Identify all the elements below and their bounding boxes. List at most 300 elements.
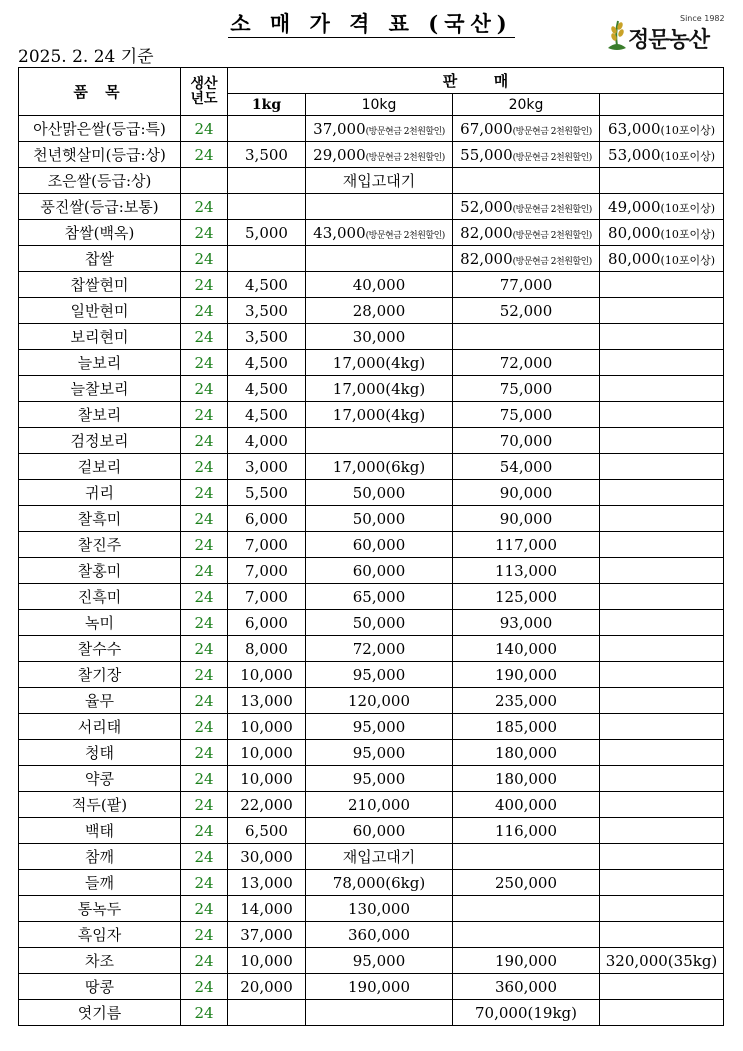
item-name — [19, 558, 181, 584]
production-year — [181, 870, 228, 896]
item-name — [19, 974, 181, 1000]
header-sales: 판 매 — [228, 68, 724, 94]
price-20kg-value: 185,000 — [494, 717, 558, 736]
production-year — [181, 818, 228, 844]
production-year-value: 24 — [194, 951, 214, 970]
price-20kg-value: 52,000 — [499, 301, 553, 320]
item-name-value: 찹쌀현미 — [70, 276, 129, 294]
price-bulk — [600, 870, 724, 896]
price-1kg-value: 6,000 — [245, 613, 288, 632]
item-name — [19, 272, 181, 298]
item-name — [19, 454, 181, 480]
item-name — [19, 870, 181, 896]
item-name — [19, 714, 181, 740]
price-20kg — [453, 766, 600, 792]
price-1kg-value: 37,000 — [240, 925, 293, 944]
price-20kg-value: 140,000 — [494, 639, 558, 658]
price-1kg-value: 5,000 — [245, 223, 288, 242]
price-1kg — [228, 220, 306, 246]
item-name-value: 조은쌀(등급:상) — [47, 172, 152, 190]
table-row — [19, 610, 724, 636]
production-year — [181, 168, 228, 194]
price-20kg — [453, 610, 600, 636]
price-bulk — [600, 220, 724, 246]
price-1kg — [228, 792, 306, 818]
item-name — [19, 688, 181, 714]
price-20kg-value: 250,000 — [494, 873, 558, 892]
production-year — [181, 636, 228, 662]
price-20kg-value: 77,000 — [499, 275, 553, 294]
price-bulk-value: 49,000 — [608, 197, 661, 216]
production-year — [181, 532, 228, 558]
item-name-value: 늘찰보리 — [70, 380, 129, 398]
item-name — [19, 766, 181, 792]
price-20kg-value: 116,000 — [494, 821, 558, 840]
price-1kg — [228, 480, 306, 506]
production-year-value: 24 — [194, 977, 214, 996]
production-year-value: 24 — [194, 405, 214, 424]
production-year-value: 24 — [194, 873, 214, 892]
price-10kg-value: 95,000 — [352, 665, 406, 684]
price-20kg-note: (방문현금 2천원할인) — [512, 256, 592, 267]
price-bulk — [600, 662, 724, 688]
price-10kg-value: 95,000 — [352, 951, 406, 970]
item-name — [19, 246, 181, 272]
price-20kg-value: 75,000 — [499, 379, 553, 398]
price-bulk — [600, 636, 724, 662]
price-10kg-value: 29,000 — [313, 145, 366, 164]
logo-since: Since 1982 — [680, 14, 725, 23]
item-name-value: 통녹두 — [77, 900, 122, 918]
item-name — [19, 792, 181, 818]
table-row — [19, 948, 724, 974]
price-20kg-value: 70,000(19kg) — [475, 1003, 577, 1022]
price-1kg-value: 7,000 — [245, 587, 288, 606]
price-20kg-value: 82,000 — [460, 249, 513, 268]
price-bulk — [600, 948, 724, 974]
price-1kg — [228, 714, 306, 740]
price-bulk-note: (10포이상) — [660, 253, 715, 267]
table-row — [19, 402, 724, 428]
price-20kg — [453, 896, 600, 922]
price-10kg-value: 78,000(6kg) — [332, 873, 426, 892]
item-name — [19, 1000, 181, 1026]
price-20kg — [453, 298, 600, 324]
production-year — [181, 558, 228, 584]
price-10kg — [306, 558, 453, 584]
production-year-value: 24 — [194, 821, 214, 840]
table-row — [19, 298, 724, 324]
price-10kg — [306, 662, 453, 688]
production-year-value: 24 — [194, 899, 214, 918]
table-row — [19, 246, 724, 272]
price-20kg-value: 54,000 — [499, 457, 553, 476]
production-year-value: 24 — [194, 847, 214, 866]
price-20kg — [453, 480, 600, 506]
price-20kg — [453, 922, 600, 948]
price-10kg-note: (방문현금 2천원할인) — [365, 230, 445, 241]
table-row — [19, 844, 724, 870]
item-name — [19, 662, 181, 688]
table-row — [19, 324, 724, 350]
price-bulk — [600, 298, 724, 324]
item-name-value: 흑임자 — [77, 926, 122, 944]
table-row — [19, 558, 724, 584]
price-20kg-value: 190,000 — [494, 665, 558, 684]
table-row — [19, 688, 724, 714]
price-20kg-value: 125,000 — [494, 587, 558, 606]
table-row — [19, 376, 724, 402]
item-name-value: 차조 — [85, 952, 114, 970]
price-20kg — [453, 1000, 600, 1026]
price-bulk — [600, 428, 724, 454]
header-year: 생산 년도 — [181, 68, 228, 116]
production-year — [181, 584, 228, 610]
table-row — [19, 350, 724, 376]
table-row — [19, 662, 724, 688]
price-20kg — [453, 506, 600, 532]
price-10kg-note: (방문현금 2천원할인) — [365, 152, 445, 163]
price-bulk — [600, 376, 724, 402]
item-name — [19, 896, 181, 922]
price-20kg-value: 180,000 — [494, 769, 558, 788]
price-20kg — [453, 350, 600, 376]
production-year — [181, 922, 228, 948]
price-1kg-value: 5,500 — [245, 483, 288, 502]
price-20kg — [453, 194, 600, 220]
production-year — [181, 1000, 228, 1026]
table-row — [19, 636, 724, 662]
price-10kg-value: 130,000 — [347, 899, 411, 918]
production-year — [181, 480, 228, 506]
table-row — [19, 168, 724, 194]
table-row — [19, 454, 724, 480]
production-year-value: 24 — [194, 769, 214, 788]
production-year — [181, 272, 228, 298]
price-1kg — [228, 818, 306, 844]
production-year — [181, 662, 228, 688]
price-20kg — [453, 168, 600, 194]
table-row — [19, 818, 724, 844]
price-1kg-value: 10,000 — [240, 769, 293, 788]
price-bulk — [600, 324, 724, 350]
price-1kg — [228, 610, 306, 636]
table-row — [19, 584, 724, 610]
price-10kg-value: 72,000 — [352, 639, 406, 658]
price-20kg — [453, 532, 600, 558]
header-extra — [600, 94, 724, 116]
item-name — [19, 350, 181, 376]
price-1kg-value: 10,000 — [240, 743, 293, 762]
production-year — [181, 974, 228, 1000]
price-1kg — [228, 324, 306, 350]
item-name — [19, 740, 181, 766]
price-10kg — [306, 402, 453, 428]
price-1kg-value: 7,000 — [245, 535, 288, 554]
price-bulk — [600, 792, 724, 818]
price-20kg-value: 90,000 — [499, 483, 553, 502]
item-name — [19, 402, 181, 428]
production-year — [181, 402, 228, 428]
item-name — [19, 142, 181, 168]
price-1kg — [228, 740, 306, 766]
price-10kg — [306, 376, 453, 402]
price-20kg-value: 190,000 — [494, 951, 558, 970]
price-10kg — [306, 870, 453, 896]
price-20kg-value: 75,000 — [499, 405, 553, 424]
production-year-value: 24 — [194, 249, 214, 268]
item-name-value: 아산맑은쌀(등급:특) — [33, 120, 166, 138]
item-name — [19, 636, 181, 662]
item-name — [19, 584, 181, 610]
price-20kg — [453, 220, 600, 246]
price-1kg — [228, 948, 306, 974]
price-1kg-value: 10,000 — [240, 951, 293, 970]
price-1kg-value: 7,000 — [245, 561, 288, 580]
price-20kg — [453, 948, 600, 974]
price-10kg-value: 17,000(4kg) — [332, 353, 426, 372]
table-row — [19, 220, 724, 246]
price-bulk — [600, 246, 724, 272]
production-year-value: 24 — [194, 301, 214, 320]
price-20kg — [453, 740, 600, 766]
price-1kg — [228, 246, 306, 272]
price-10kg — [306, 246, 453, 272]
price-10kg — [306, 142, 453, 168]
production-year — [181, 714, 228, 740]
price-10kg — [306, 116, 453, 142]
price-10kg-value: 43,000 — [313, 223, 366, 242]
price-bulk-note: (10포이상) — [660, 123, 715, 137]
production-year — [181, 194, 228, 220]
price-1kg — [228, 350, 306, 376]
production-year-value: 24 — [194, 379, 214, 398]
price-10kg — [306, 506, 453, 532]
price-10kg-value: 120,000 — [347, 691, 411, 710]
price-bulk-value: 63,000 — [608, 119, 661, 138]
price-1kg-value: 20,000 — [240, 977, 293, 996]
production-year — [181, 688, 228, 714]
production-year-value: 24 — [194, 587, 214, 606]
price-1kg — [228, 688, 306, 714]
price-20kg — [453, 454, 600, 480]
price-10kg — [306, 194, 453, 220]
price-10kg-value: 17,000(6kg) — [332, 457, 426, 476]
item-name — [19, 844, 181, 870]
price-20kg — [453, 792, 600, 818]
price-bulk — [600, 610, 724, 636]
item-name-value: 율무 — [85, 692, 114, 710]
price-1kg — [228, 766, 306, 792]
table-row — [19, 532, 724, 558]
production-year-value: 24 — [194, 145, 214, 164]
item-name-value: 찰진주 — [77, 536, 122, 554]
item-name — [19, 116, 181, 142]
item-name-value: 보리현미 — [70, 328, 129, 346]
rice-plant-icon — [604, 18, 630, 52]
price-bulk — [600, 168, 724, 194]
price-20kg — [453, 636, 600, 662]
price-1kg — [228, 662, 306, 688]
price-10kg-value: 65,000 — [352, 587, 406, 606]
price-20kg — [453, 324, 600, 350]
price-1kg — [228, 922, 306, 948]
price-10kg — [306, 922, 453, 948]
price-bulk — [600, 714, 724, 740]
price-10kg-value: 210,000 — [347, 795, 411, 814]
price-1kg-value: 8,000 — [245, 639, 288, 658]
price-1kg — [228, 532, 306, 558]
price-bulk — [600, 974, 724, 1000]
production-year — [181, 142, 228, 168]
price-10kg-value: 95,000 — [352, 717, 406, 736]
table-row — [19, 714, 724, 740]
production-year — [181, 454, 228, 480]
header-item: 품 목 — [19, 68, 181, 116]
price-10kg-value: 190,000 — [347, 977, 411, 996]
price-1kg — [228, 1000, 306, 1026]
price-20kg — [453, 272, 600, 298]
item-name — [19, 480, 181, 506]
price-1kg — [228, 506, 306, 532]
price-20kg — [453, 714, 600, 740]
price-1kg — [228, 376, 306, 402]
item-name-value: 백태 — [85, 822, 114, 840]
production-year — [181, 740, 228, 766]
price-bulk — [600, 402, 724, 428]
price-20kg — [453, 142, 600, 168]
price-10kg-value: 17,000(4kg) — [332, 405, 426, 424]
item-name-value: 진흑미 — [77, 588, 122, 606]
table-row — [19, 1000, 724, 1026]
item-name — [19, 948, 181, 974]
price-1kg — [228, 896, 306, 922]
production-year-value: 24 — [194, 665, 214, 684]
price-10kg — [306, 1000, 453, 1026]
production-year-value: 24 — [194, 795, 214, 814]
price-bulk-value: 80,000 — [608, 249, 661, 268]
price-bulk — [600, 844, 724, 870]
item-name — [19, 428, 181, 454]
production-year-value: 24 — [194, 457, 214, 476]
price-10kg — [306, 324, 453, 350]
price-20kg — [453, 428, 600, 454]
production-year-value: 24 — [194, 561, 214, 580]
price-table — [18, 67, 724, 1026]
table-row — [19, 870, 724, 896]
production-year — [181, 116, 228, 142]
item-name-value: 참깨 — [85, 848, 114, 866]
price-10kg-value: 60,000 — [352, 561, 406, 580]
price-20kg-value: 70,000 — [499, 431, 553, 450]
production-year-value: 24 — [194, 353, 214, 372]
table-row — [19, 922, 724, 948]
price-20kg — [453, 246, 600, 272]
item-name-value: 일반현미 — [70, 302, 129, 320]
price-1kg — [228, 844, 306, 870]
production-year-value: 24 — [194, 275, 214, 294]
price-1kg-value: 10,000 — [240, 665, 293, 684]
production-year — [181, 766, 228, 792]
production-year-value: 24 — [194, 535, 214, 554]
header-1kg: 1kg — [228, 94, 306, 116]
price-20kg — [453, 376, 600, 402]
price-1kg-value: 10,000 — [240, 717, 293, 736]
price-20kg-value: 52,000 — [460, 197, 513, 216]
table-row — [19, 194, 724, 220]
price-20kg-value: 113,000 — [494, 561, 558, 580]
item-name — [19, 818, 181, 844]
price-20kg — [453, 584, 600, 610]
price-20kg-note: (방문현금 2천원할인) — [512, 204, 592, 215]
item-name-value: 녹미 — [85, 614, 114, 632]
item-name — [19, 194, 181, 220]
production-year — [181, 506, 228, 532]
price-bulk-value: 80,000 — [608, 223, 661, 242]
price-10kg-note: (방문현금 2천원할인) — [365, 126, 445, 137]
price-1kg — [228, 194, 306, 220]
production-year-value: 24 — [194, 119, 214, 138]
production-year — [181, 350, 228, 376]
price-bulk-note: (10포이상) — [660, 227, 715, 241]
production-year — [181, 896, 228, 922]
price-20kg-value: 93,000 — [499, 613, 553, 632]
item-name-value: 천년햇살미(등급:상) — [33, 146, 166, 164]
price-1kg — [228, 428, 306, 454]
item-name — [19, 506, 181, 532]
price-1kg — [228, 402, 306, 428]
price-10kg — [306, 610, 453, 636]
table-row — [19, 480, 724, 506]
price-10kg — [306, 584, 453, 610]
price-20kg-value: 82,000 — [460, 223, 513, 242]
price-bulk — [600, 350, 724, 376]
price-20kg — [453, 974, 600, 1000]
price-10kg-value: 50,000 — [352, 483, 406, 502]
price-bulk — [600, 766, 724, 792]
production-year-value: 24 — [194, 1003, 214, 1022]
price-20kg-value: 180,000 — [494, 743, 558, 762]
price-1kg-value: 3,500 — [245, 301, 288, 320]
price-10kg — [306, 844, 453, 870]
price-1kg-value: 22,000 — [240, 795, 293, 814]
price-bulk — [600, 480, 724, 506]
item-name — [19, 922, 181, 948]
price-20kg-value: 360,000 — [494, 977, 558, 996]
item-name-value: 엿기름 — [77, 1004, 122, 1022]
production-year — [181, 792, 228, 818]
price-bulk-note: (10포이상) — [660, 149, 715, 163]
production-year — [181, 324, 228, 350]
item-name — [19, 532, 181, 558]
price-20kg — [453, 844, 600, 870]
price-10kg — [306, 428, 453, 454]
item-name-value: 땅콩 — [85, 978, 114, 996]
price-10kg-value: 28,000 — [352, 301, 406, 320]
production-year-value: 24 — [194, 691, 214, 710]
price-20kg-note: (방문현금 2천원할인) — [512, 126, 592, 137]
production-year-value: 24 — [194, 639, 214, 658]
price-10kg-value: 재입고대기 — [342, 848, 416, 866]
item-name-value: 청태 — [85, 744, 114, 762]
price-10kg — [306, 766, 453, 792]
price-1kg — [228, 870, 306, 896]
table-row — [19, 766, 724, 792]
price-20kg-note: (방문현금 2천원할인) — [512, 152, 592, 163]
production-year-value: 24 — [194, 613, 214, 632]
company-logo — [604, 14, 734, 54]
production-year-value: 24 — [194, 327, 214, 346]
